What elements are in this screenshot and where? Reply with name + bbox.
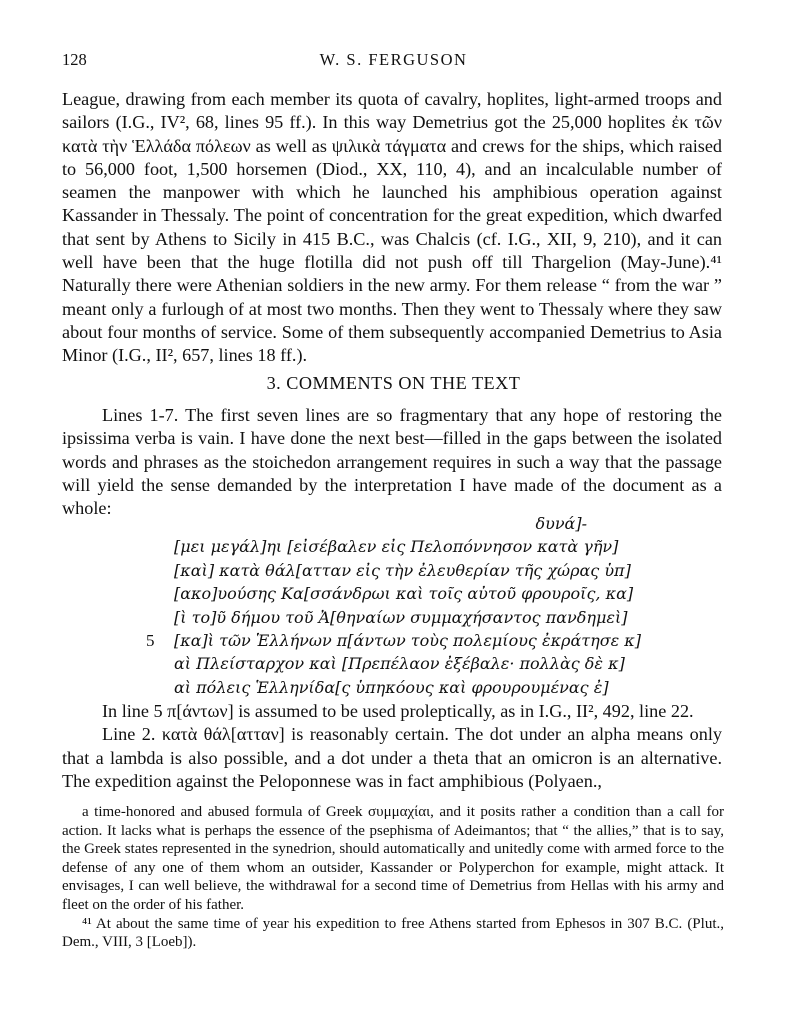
greek-line	[62, 652, 722, 675]
greek-line-text: [καὶ] κατὰ θάλ[ατταν εἰς τὴν ἐλευθερίαν τῆς χώρας ὑπ]	[174, 560, 631, 580]
greek-line	[62, 606, 722, 629]
footnote: ⁴¹ At about the same time of year his expedition to free Athens started from Ephesos in 307 B.C. (Plut., Dem., VIII, 3 [Loeb]).	[62, 915, 724, 951]
greek-line-text: [κα]ὶ τῶν Ἑλλήνων π[άντων τοὺς πολεμίους ἐκράτησε κ]	[174, 630, 642, 650]
greek-line-text: [ὶ το]ῦ δήμου τοῦ Ἀ[θηναίων συμμαχήσαντος πανδημεὶ]	[174, 607, 628, 627]
after-paragraph: Line 2. κατὰ θάλ[ατταν] is reasonably certain. The dot under an alpha means only that a lambda is also possible, and a dot under a theta that an omicron is an alternative. The expedition against the Peloponnese was in fact amphibious (Polyaen.,	[62, 724, 722, 791]
greek-line	[62, 629, 722, 652]
section-title: 3. COMMENTS ON THE TEXT	[266, 373, 521, 393]
greek-line-text: αὶ Πλείσταρχον καὶ [Πρεπέλαον ἐξέβαλε· πολλὰς δὲ κ]	[174, 654, 625, 674]
intro-paragraph-block	[62, 88, 722, 368]
greek-inscription-text	[62, 512, 722, 699]
after-paragraph: In line 5 π[άντων] is assumed to be used proleptically, as in I.G., II², 492, line 22.	[102, 701, 694, 721]
greek-line	[62, 559, 722, 582]
greek-line-text: [μει μεγάλ]ηι [εἰσέβαλεν εἰς Πελοπόννησον κατὰ γῆν]	[174, 537, 619, 557]
after-block	[62, 700, 722, 793]
greek-first-line: δυνά]-	[535, 514, 587, 533]
page-number: 128	[62, 50, 87, 69]
comments-block	[62, 404, 722, 520]
footnotes	[62, 803, 724, 952]
greek-line	[62, 582, 722, 605]
intro-paragraph: League, drawing from each member its quota of cavalry, hoplites, light-armed troops and sailors (I.G., IV², 68, lines 95 ff.). In this way Demetrius got the 25,000 hoplites ἐκ τῶν κατὰ τὴν Ἑλλάδα πόλεων as well as ψιλικὰ τάγματα and crews for the ships, which raised to 56,000 foot, 1,500 horsemen (Diod., XX, 110, 4), and an incalculable number of seamen the manpower with which he launched his amphibious operation against Kassander in Thessaly. The point of concentration for the great expedition, which dwarfed that sent by Athens to Sicily in 415 B.C., was Chalcis (cf. I.G., XII, 9, 210), and it can well have been that the huge flotilla did not push off till Thargelion (May-June).⁴¹ Naturally there were Athenian soldiers in the new army. For them release “ from the war ” meant only a furlough of at most two months. Then they went to Thessaly where they saw about four months of service. Some of them subsequently accompanied Demetrius to Asia Minor (I.G., II², 657, lines 18 ff.).	[62, 89, 722, 366]
greek-line	[62, 676, 722, 699]
line-number: 5	[146, 630, 155, 650]
running-head: W. S. FERGUSON	[319, 50, 468, 69]
greek-line-text: [ακο]υούσης Κα[σσάνδρωι καὶ τοῖς αὐτοῦ φρουροῖς, κα]	[174, 584, 634, 604]
greek-line	[62, 535, 722, 558]
footnote: a time-honored and abused formula of Greek συμμαχίαι, and it posits rather a condition than a call for action. It lacks what is perhaps the essence of the psephisma of Adeimantos; that “ the allies,” that is to say, the Greek states represented in the synedrion, should automatically and unitedly come with armed force to the defense of any one of them whom an outsider, Kassander or Polyperchon for example, might attack. It envisages, I can well believe, the withdrawal for a second time of Demetrius from Hellas with his army and fleet on the order of his father.	[62, 804, 724, 913]
comments-paragraph: Lines 1-7. The first seven lines are so fragmentary that any hope of restoring the ipsissima verba is vain. I have done the next best—filled in the gaps between the isolated words and phrases as the stoichedon arrangement requires in such a way that the passage will yield the sense demanded by the interpretation I have made of the document as a whole:	[62, 405, 722, 519]
greek-line-text: αὶ πόλεις Ἑλληνίδα[ς ὑπηκόους καὶ φρουρουμένας ἐ]	[174, 677, 609, 697]
